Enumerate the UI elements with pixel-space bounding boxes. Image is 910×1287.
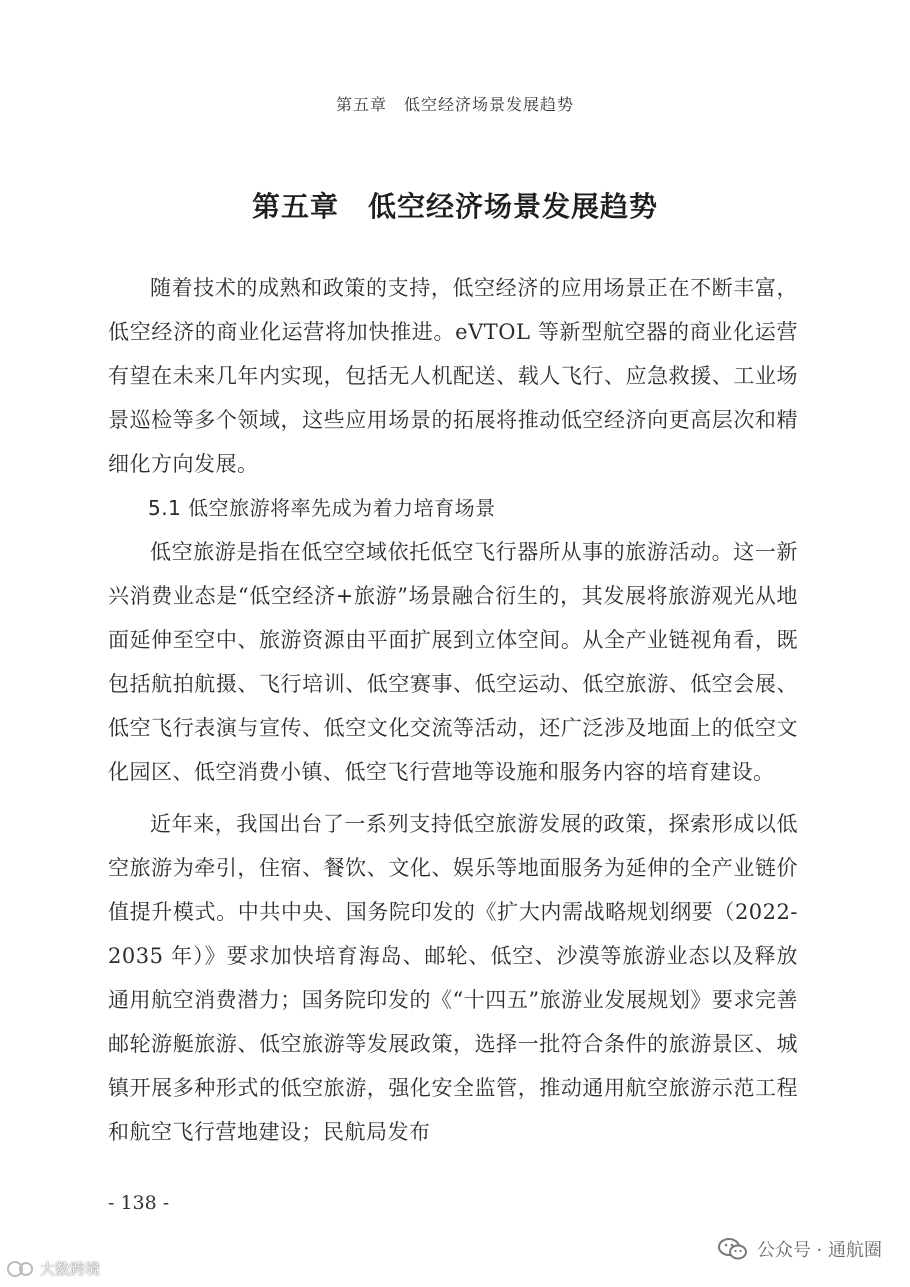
running-header: 第五章 低空经济场景发展趋势 bbox=[335, 95, 574, 114]
paragraph-low-altitude-tourism: 低空旅游是指在低空空域依托低空飞行器所从事的旅游活动。这一新兴消费业态是“低空经济+旅游”场景融合衍生的，其发展将旅游观光从地面延伸至空中、旅游资源由平面扩展到立体空间。从全产业链视角看，既包括航拍航摄、飞行培训、低空赛事、低空运动、低空旅游、低空会展、低空飞行表演与宣传、低空文化交流等活动，还广泛涉及地面上的低空文化园区、低空消费小镇、低空飞行营地等设施和服务内容的培育建设。 bbox=[108, 540, 798, 784]
watermark-left-text: 大数跨境 bbox=[40, 1260, 101, 1278]
watermark-left bbox=[6, 1258, 100, 1279]
paragraph-policy: 近年来，我国出台了一系列支持低空旅游发展的政策，探索形成以低空旅游为牵引，住宿、餐饮、文化、娱乐等地面服务为延伸的全产业链价值提升模式。中共中央、国务院印发的《扩大内需战略规划纲要（2022-2035 年）》要求加快培育海岛、邮轮、低空、沙漠等旅游业态以及释放通用航空消费潜力；国务院印发的《“十四五”旅游业发展规划》要求完善邮轮游艇旅游、低空旅游等发展政策，选择一批符合条件的旅游景区、城镇开展多种形式的低空旅游，强化安全监管，推动通用航空旅游示范工程和航空飞行营地建设；民航局发布 bbox=[108, 812, 798, 1144]
brand-logo-icon bbox=[6, 1260, 36, 1278]
watermark-right bbox=[717, 1236, 882, 1262]
section-heading: 5.1 低空旅游将率先成为着力培育场景 bbox=[148, 496, 496, 520]
intro-paragraph: 随着技术的成熟和政策的支持，低空经济的应用场景正在不断丰富，低空经济的商业化运营将加快推进。eVTOL 等新型航空器的商业化运营有望在未来几年内实现，包括无人机配送、载人飞行、应急救援、工业场景巡检等多个领域，这些应用场景的拓展将推动低空经济向更高层次和精细化方向发展。 bbox=[108, 276, 798, 476]
body-text bbox=[108, 266, 798, 1154]
page-number: - 138 - bbox=[108, 1192, 170, 1214]
chapter-title: 第五章 低空经济场景发展趋势 bbox=[251, 190, 658, 223]
watermark-right-text: 公众号 · 通航圈 bbox=[756, 1240, 882, 1261]
wechat-icon bbox=[717, 1236, 749, 1262]
